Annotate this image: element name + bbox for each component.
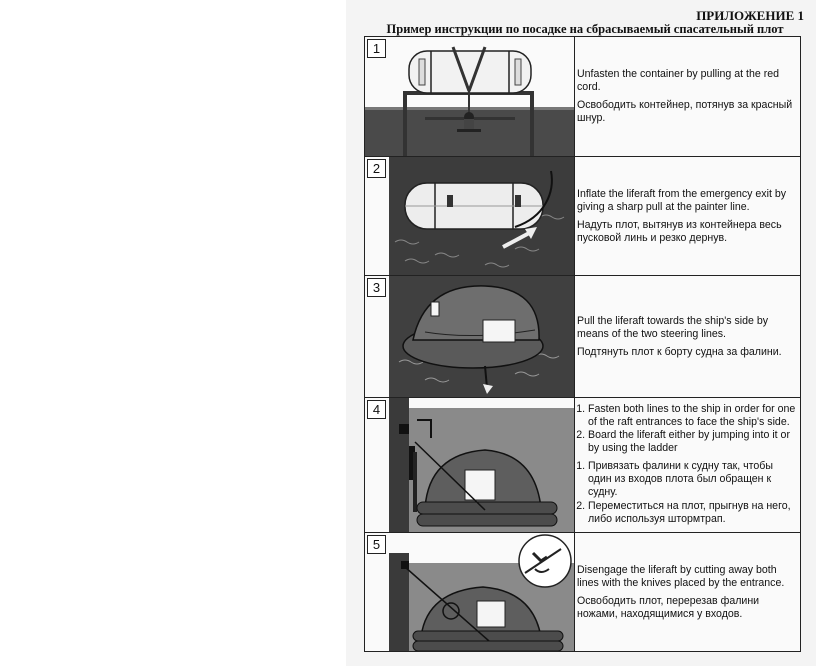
boarding-ladder-icon [365,398,575,532]
step-4 [365,398,800,533]
list-item: 2. Board the liferaft either by jumping into it or by using the ladder [588,429,796,455]
inflate-liferaft-icon [365,157,575,275]
step-instruction-ru: Освободить контейнер, потянув за красный шнур. [577,99,793,124]
step-text [577,157,796,275]
step-instruction-en-list [577,403,796,455]
list-item: 2. Переместиться на плот, прыгнув на него, либо используя штормтрап. [588,500,796,526]
list-item: 1. Fasten both lines to the ship in order for one of the raft entrances to face the ship's side. [588,403,796,429]
step-instruction-ru: Надуть плот, вытянув из контейнера весь пусковой линь и резко дернув. [577,218,782,244]
instruction-table [364,36,801,652]
step-instruction-en: Inflate the liferaft from the emergency exit by giving a sharp pull at the painter line. [577,187,787,213]
step-1 [365,37,800,157]
step-5 [365,533,800,651]
step-instruction-ru-list [577,460,796,527]
pull-liferaft-icon [365,276,575,397]
step-text [577,533,796,651]
step-number: 5 [367,535,386,554]
step-3 [365,276,800,398]
step-instruction-en: Pull the liferaft towards the ship's side by means of the two steering lines. [577,314,769,340]
step-instruction-ru: Освободить плот, перерезав фалини ножами, находящимися у входов. [577,594,760,620]
step-2 [365,157,800,276]
step-number: 2 [367,159,386,178]
appendix-label: ПРИЛОЖЕНИЕ 1 [696,8,804,23]
step-number: 3 [367,278,386,297]
step-number: 4 [367,400,386,419]
step-instruction-en: Unfasten the container by pulling at the red cord. [577,68,780,93]
step-instruction-en: Disengage the liferaft by cutting away both lines with the knives placed by the entrance. [577,563,785,589]
list-item: 1. Привязать фалини к судну так, чтобы один из входов плота был обращен к судну. [588,460,796,499]
step-text [577,37,796,156]
step-instruction-ru: Подтянуть плот к борту судна за фалини. [577,345,782,358]
container-release-icon [365,37,575,156]
cut-lines-knife-icon [365,533,575,651]
step-text [577,276,796,397]
step-text [577,398,796,532]
document-title: Пример инструкции по посадке на сбрасываемый спасательный плот [386,22,784,36]
step-number: 1 [367,39,386,58]
